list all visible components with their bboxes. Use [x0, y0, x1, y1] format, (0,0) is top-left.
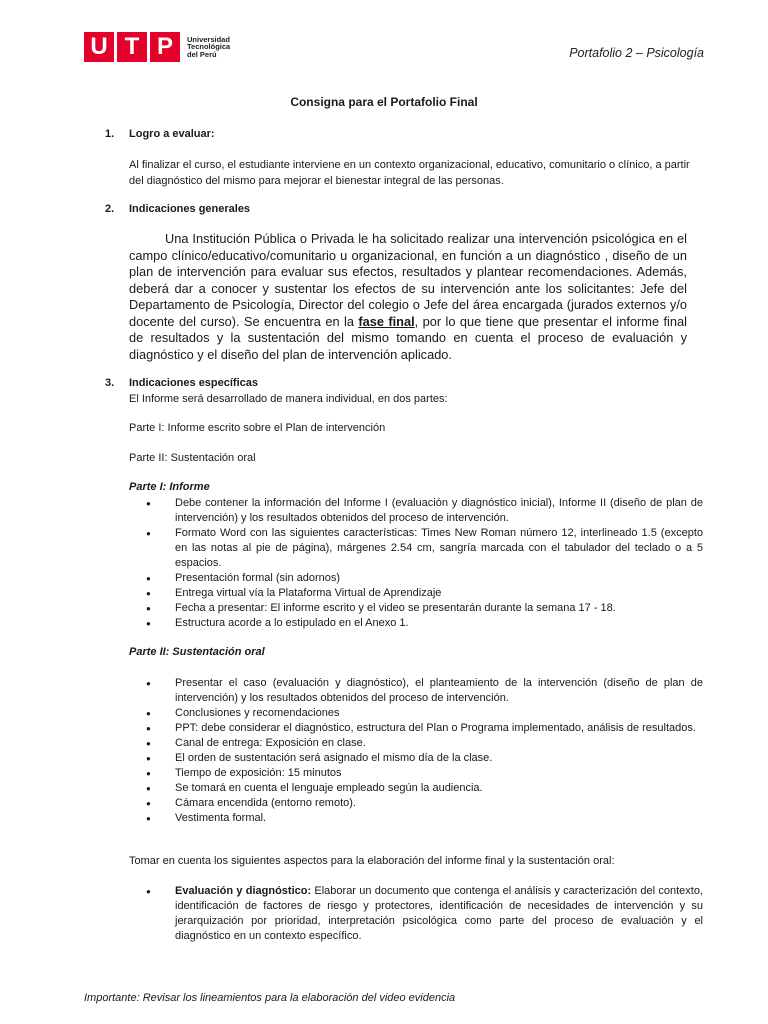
part-2-bullet-list	[129, 676, 703, 826]
aspect-1-text: Elaborar un documento que contenga el análisis y caracterización del contexto, identificación de factores de riesgo y protectores, identificación de necesidades de intervención y su jerarquización por prioridad, interpretación psicológica como parte del proceso de evaluación y el diagnóstico en un contexto específico.	[175, 885, 703, 942]
list-item: ● PPT: debe considerar el diagnóstico, estructura del Plan o Programa implementado, análisis de resultados.	[129, 721, 703, 736]
list-item: ● Estructura acorde a lo estipulado en el Anexo 1.	[129, 616, 703, 631]
part-2-subheading: Parte II: Sustentación oral	[129, 646, 265, 658]
section-2-paragraph	[129, 231, 687, 363]
aspects-bullet-list	[129, 884, 703, 944]
section-2-title: Indicaciones generales	[129, 203, 251, 215]
logo-letter-u: U	[84, 32, 114, 62]
list-item: ● Presentar el caso (evaluación y diagnóstico), el planteamiento de la intervención (diseño de plan de intervención) y los resultados obtenidos del proceso de intervención.	[129, 676, 703, 706]
section-1-title: Logro a evaluar:	[129, 128, 215, 140]
section-1-number: 1.	[105, 128, 115, 140]
list-item: ● Fecha a presentar: El informe escrito y el video se presentarán durante la semana 17 - 18.	[129, 601, 703, 616]
section-2-number: 2.	[105, 203, 115, 215]
part-1-line: Parte I: Informe escrito sobre el Plan de intervención	[129, 422, 386, 434]
list-item: ● Cámara encendida (entorno remoto).	[129, 796, 703, 811]
section-2-text-b: , por lo que tiene que presentar el informe final de resultados y la sustentación del mismo tomando en cuenta el proceso de evaluación y diagnóstico y el diseño del plan de intervención aplicado.	[129, 313, 687, 362]
section-3-heading	[105, 377, 258, 389]
section-1-text: Al finalizar el curso, el estudiante interviene en un contexto organizacional, educativo, comunitario o clínico, a partir del diagnóstico del mismo para mejorar el bienestar integral de las personas.	[129, 159, 690, 187]
list-item: ● Entrega virtual vía la Plataforma Virtual de Aprendizaje	[129, 586, 703, 601]
list-item: ● Tiempo de exposición: 15 minutos	[129, 766, 703, 781]
list-item	[129, 884, 703, 944]
section-2-text-a: Una Institución Pública o Privada le ha solicitado realizar una intervención psicológica en el campo clínico/educativo/comunitario u organizacional, en función a un diagnóstico , diseño de un plan de intervención para evaluar sus efectos, resultados y plantear recomendaciones. Además, deberá dar a conocer y sustentar los efectos de su intervención ante los solicitantes: Jefe del Departamento de Psicología, Director del colegio o Jefe del área encargada (jurados externos y/o docente del curso). Se encuentra en la	[129, 231, 687, 329]
section-3-title: Indicaciones específicas	[129, 377, 259, 389]
aspect-1-lead: Evaluación y diagnóstico:	[175, 885, 312, 897]
logo-text	[187, 36, 230, 59]
aspects-intro: Tomar en cuenta los siguientes aspectos para la elaboración del informe final y la sustentación oral:	[129, 855, 615, 867]
part-2-line: Parte II: Sustentación oral	[129, 452, 256, 464]
utp-logo	[84, 32, 230, 62]
part-1-bullet-list	[129, 496, 703, 631]
logo-letter-t: T	[117, 32, 147, 62]
logo-line-1: Universidad	[187, 34, 230, 44]
list-item: ● Conclusiones y recomendaciones	[129, 706, 703, 721]
list-item: ● Canal de entrega: Exposición en clase.	[129, 736, 703, 751]
logo-line-2: Tecnológica	[187, 42, 231, 52]
section-3-intro: El Informe será desarrollado de manera individual, en dos partes:	[129, 393, 448, 405]
section-2-heading	[105, 203, 250, 215]
list-item: ● Formato Word con las siguientes características: Times New Roman número 12, interlineado 1.5 (excepto en las notas al pie de página), márgenes 2.54 cm, sangría marcada con el tabulador del teclado o a 5 espacios.	[129, 526, 703, 571]
list-item: ● El orden de sustentación será asignado el mismo día de la clase.	[129, 751, 703, 766]
list-item: ● Debe contener la información del Informe I (evaluación y diagnóstico inicial), Informe II (diseño de plan de intervención) y los resultados obtenidos del proceso de intervención.	[129, 496, 703, 526]
footer-note: Importante: Revisar los lineamientos para la elaboración del video evidencia	[84, 992, 456, 1004]
list-item: ● Se tomará en cuenta el lenguaje empleado según la audiencia.	[129, 781, 703, 796]
list-item: ● Vestimenta formal.	[129, 811, 703, 826]
part-1-subheading: Parte I: Informe	[129, 481, 210, 493]
section-2-emphasis: fase final	[358, 313, 415, 329]
section-3-number: 3.	[105, 377, 115, 389]
logo-line-3: del Perú	[187, 49, 217, 59]
logo-letter-p: P	[150, 32, 180, 62]
section-1-heading	[105, 128, 215, 140]
header-course-label: Portafolio 2 – Psicología	[569, 46, 704, 60]
list-item: ● Presentación formal (sin adornos)	[129, 571, 703, 586]
page-title: Consigna para el Portafolio Final	[290, 95, 478, 109]
